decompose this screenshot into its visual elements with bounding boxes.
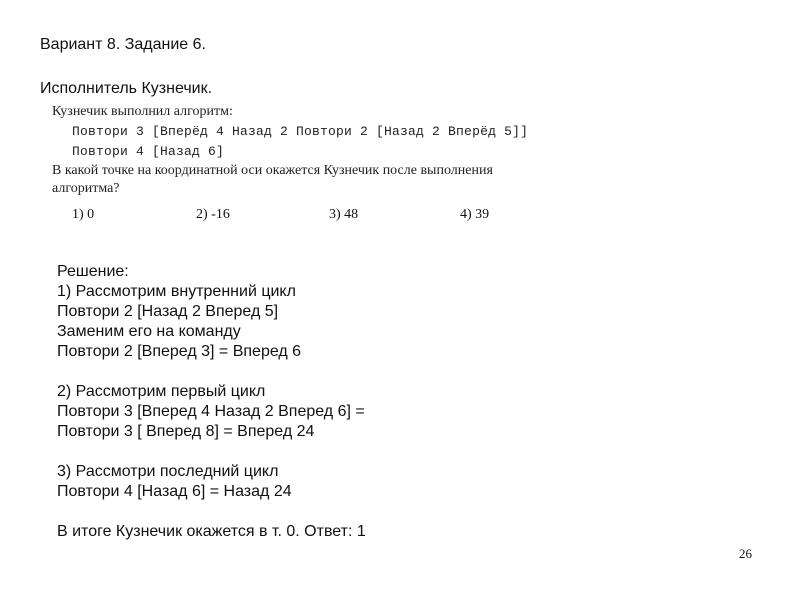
solution-step-1-line: Заменим его на команду [57, 323, 241, 340]
solution-answer: В итоге Кузнечик окажется в т. 0. Ответ: 1 [57, 523, 366, 540]
answer-option-1: 1) 0 [72, 207, 95, 222]
solution-step-1-line: Повтори 2 [Назад 2 Вперед 5] [57, 303, 279, 320]
solution-block [57, 262, 366, 542]
solution-step-3-title: 3) Рассмотри последний цикл [57, 463, 279, 480]
solution-step-1-line: Повтори 2 [Вперед 3] = Вперед 6 [57, 343, 302, 360]
solution-step-2-line: Повтори 3 [Вперед 4 Назад 2 Вперед 6] = [57, 403, 365, 420]
slide-subtitle: Исполнитель Кузнечик. [40, 80, 213, 97]
problem-scan [52, 104, 529, 226]
solution-step-2-title: 2) Рассмотрим первый цикл [57, 383, 266, 400]
solution-heading: Решение: [57, 263, 129, 280]
answer-option-2: 2) -16 [196, 207, 230, 222]
page-number: 26 [739, 546, 752, 561]
answer-option-4: 4) 39 [460, 207, 490, 222]
problem-intro: Кузнечик выполнил алгоритм: [52, 104, 233, 119]
solution-step-1-title: 1) Рассмотрим внутренний цикл [57, 283, 296, 300]
answer-option-3: 3) 48 [329, 207, 359, 222]
question-line-1: В какой точке на координатной оси окажется Кузнечик после выполнения [52, 163, 493, 178]
solution-step-3-line: Повтори 4 [Назад 6] = Назад 24 [57, 483, 292, 500]
question-line-2: алгоритма? [52, 181, 120, 196]
algorithm-line-1: Повтори 3 [Вперёд 4 Назад 2 Повтори 2 [Назад 2 Вперёд 5]] [72, 124, 529, 139]
algorithm-line-2: Повтори 4 [Назад 6] [72, 144, 225, 159]
slide-title: Вариант 8. Задание 6. [40, 36, 206, 53]
solution-step-2-line: Повтори 3 [ Вперед 8] = Вперед 24 [57, 423, 315, 440]
